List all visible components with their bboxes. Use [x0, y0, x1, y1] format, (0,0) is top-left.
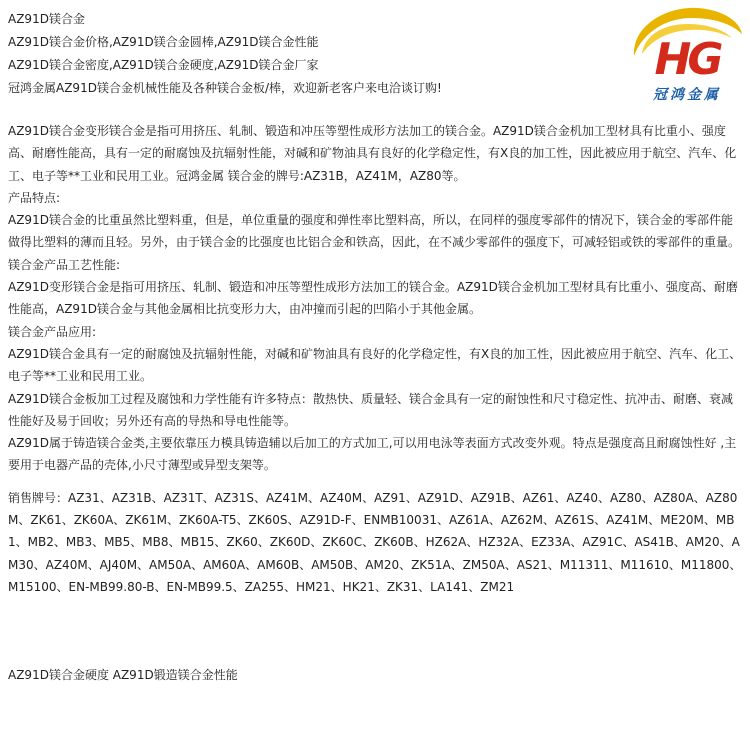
header-line-keywords-1: AZ91D镁合金价格,AZ91D镁合金圆棒,AZ91D镁合金性能 — [8, 35, 319, 49]
application-paragraph-3: AZ91D属于铸造镁合金类,主要依靠压力模具铸造辅以后加工的方式加工,可以用电泳等表面方式改变外观。特点是强度高且耐腐蚀性好 ,主要用于电器产品的壳体,小尺寸薄型或异型支架等。 — [8, 436, 737, 473]
application-paragraph-1: AZ91D镁合金具有一定的耐腐蚀及抗辐射性能，对碱和矿物油具有良好的化学稳定性，有X良的加工性，因此被应用于航空、汽车、化工、电子等**工业和民用工业。 — [8, 346, 742, 384]
product-description — [8, 120, 742, 687]
header-line-title: AZ91D镁合金 — [8, 12, 85, 26]
header-line-welcome: 冠鸿金属AZ91D镁合金机械性能及各种镁合金板/棒，欢迎新老客户来电洽谈订购! — [8, 81, 442, 95]
spacer — [8, 598, 742, 664]
logo-mark — [628, 4, 746, 88]
header-line-keywords-2: AZ91D镁合金密度,AZ91D镁合金硬度,AZ91D镁合金厂家 — [8, 58, 319, 72]
footer-keywords: AZ91D镁合金硬度 AZ91D锻造镁合金性能 — [8, 668, 238, 683]
features-paragraph: AZ91D镁合金的比重虽然比塑料重，但是，单位重量的强度和弹性率比塑料高，所以，在同样的强度零部件的情况下，镁合金的零部件能做得比塑料的薄而且轻。另外，由于镁合金的比强度也比铝合金和铁高，因此，在不减少零部件的强度下，可减轻铝或铁的零部件的重量。 — [8, 213, 741, 250]
header-keywords — [8, 8, 608, 100]
process-paragraph: AZ91D变形镁合金是指可用挤压、轧制、锻造和冲压等塑性成形方法加工的镁合金。AZ91D镁合金机加工型材具有比重小、强度高、耐磨性能高，AZ91D镁合金与其他金属相比抗变形力大，由冲撞而引起的凹陷小于其他金属。 — [8, 280, 738, 317]
application-heading: 镁合金产品应用: — [8, 324, 97, 339]
company-logo — [628, 4, 746, 110]
grades-list: 销售牌号：AZ31、AZ31B、AZ31T、AZ31S、AZ41M、AZ40M、AZ91、AZ91D、AZ91B、AZ61、AZ40、AZ80、AZ80A、AZ80M、ZK61、ZK60A、ZK61M、ZK60A-T5、ZK60S、AZ91D-F、ENMB10031、AZ61A、AZ62M、AZ61S、AZ41M、ME20M、MB1、MB2、MB3、MB5、MB8、MB15、ZK60、ZK60D、ZK60C、ZK60B、HZ62A、HZ32A、EZ33A、AZ91C、AS41B、AM20、AM30、AZ40M、AJ40M、AM50A、AM60A、AM60B、AM50B、AM20、ZK51A、ZM50A、AS21、M11311、M11610、M11800、M15100、EN-MB99.80-B、EN-MB99.5、ZA255、HM21、HK21、ZK31、LA141、ZM21 — [8, 490, 742, 594]
logo-letters: HG — [654, 34, 720, 85]
features-heading: 产品特点: — [8, 190, 61, 205]
application-paragraph-2: AZ91D镁合金板加工过程及腐蚀和力学性能有许多特点：散热快、质量轻、镁合金具有一定的耐蚀性和尺寸稳定性、抗冲击、耐磨、衰减性能好及易于回收；另外还有高的导热和导电性能等。 — [8, 391, 733, 428]
spacer — [8, 477, 742, 487]
process-heading: 镁合金产品工艺性能: — [8, 257, 121, 272]
intro-paragraph: AZ91D镁合金变形镁合金是指可用挤压、轧制、锻造和冲压等塑性成形方法加工的镁合金。AZ91D镁合金机加工型材具有比重小、强度高、耐磨性能高，具有一定的耐腐蚀及抗辐射性能，对碱和矿物油具有良好的化学稳定性，有X良的加工性，因此被应用于航空、汽车、化工、电子等**工业和民用工业。冠鸿金属 镁合金的牌号:AZ31B，AZ41M，AZ80等。 — [8, 124, 737, 183]
logo-caption: 冠鸿金属 — [653, 87, 721, 103]
